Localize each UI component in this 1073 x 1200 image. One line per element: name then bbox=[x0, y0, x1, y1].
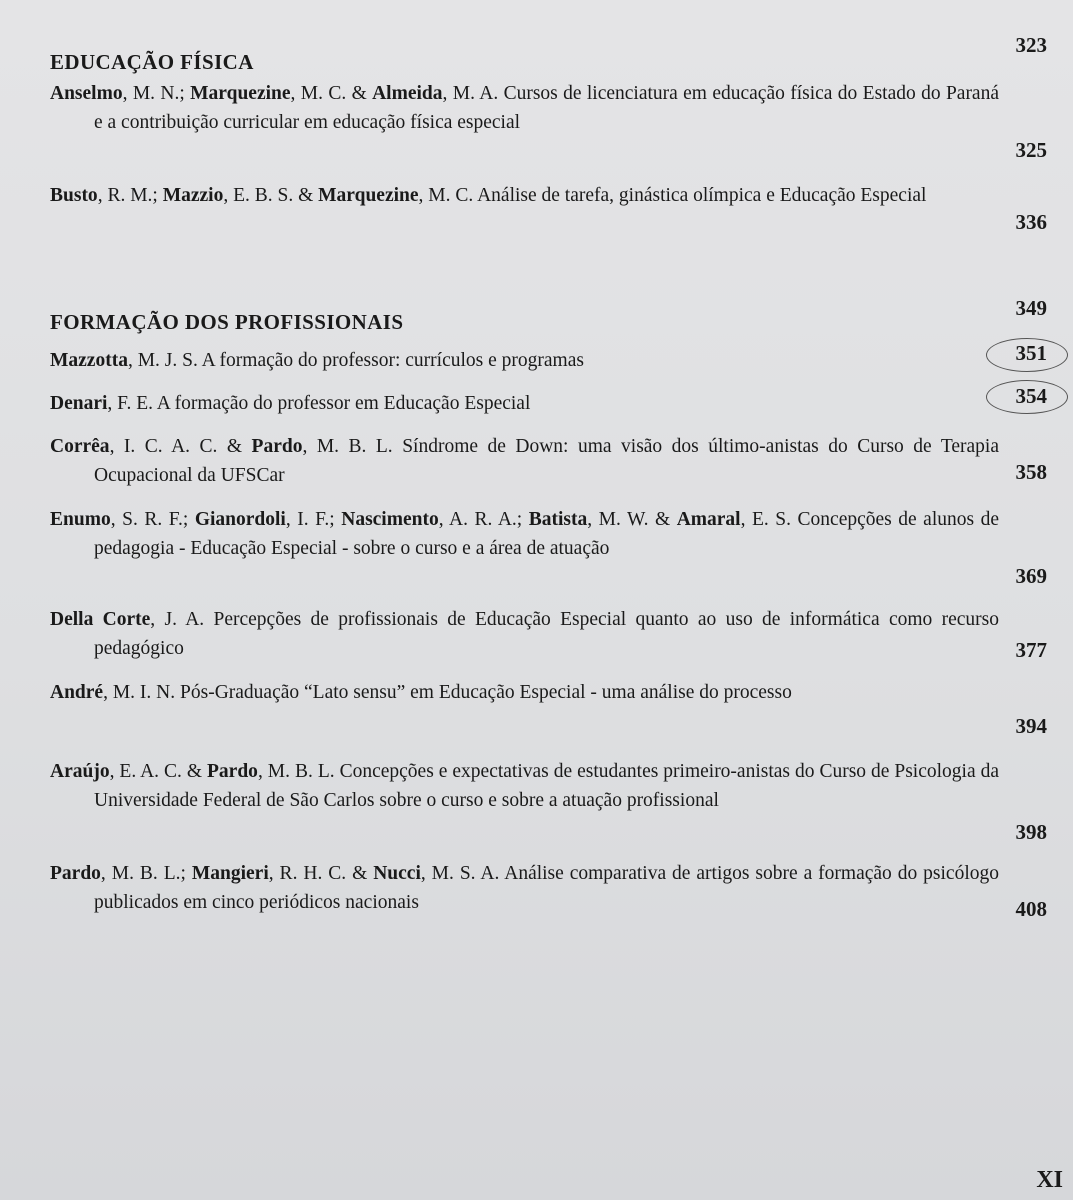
author-name: André bbox=[50, 682, 104, 703]
author-initials: , M. A. bbox=[442, 83, 504, 104]
section-page-number: 323 bbox=[1015, 33, 1047, 57]
author-initials: , M. W. & bbox=[587, 509, 677, 530]
entry-page-number: 325 bbox=[1015, 138, 1047, 162]
author-name: Mangieri bbox=[191, 863, 269, 884]
toc-entry bbox=[50, 80, 999, 137]
entry-page-number: 354 bbox=[1015, 384, 1047, 408]
author-name: Mazzio bbox=[162, 185, 224, 206]
toc-entry bbox=[50, 758, 999, 815]
toc-entry bbox=[50, 679, 999, 708]
entry-page-number: 377 bbox=[1015, 638, 1047, 662]
author-initials: , E. B. S. & bbox=[223, 185, 319, 206]
author-initials: , F. E. bbox=[107, 393, 157, 414]
author-name: Denari bbox=[50, 393, 108, 414]
author-name: Araújo bbox=[50, 761, 110, 782]
author-name: Enumo bbox=[50, 509, 111, 530]
entry-title: Percepções de profissionais de Educação Especial quanto ao uso de informática como recurso pedagógico bbox=[94, 609, 999, 659]
entry-title: Síndrome de Down: uma visão dos último-anistas do Curso de Terapia Ocupacional da UFSCar bbox=[94, 436, 999, 486]
author-initials: , M. S. A. bbox=[420, 863, 505, 884]
toc-entry bbox=[50, 433, 999, 490]
author-name: Nucci bbox=[373, 863, 421, 884]
section-title-formacao-profissionais: FORMAÇÃO DOS PROFISSIONAIS bbox=[50, 310, 404, 334]
author-name: Pardo bbox=[50, 863, 101, 884]
author-initials: , M. B. L.; bbox=[100, 863, 192, 884]
entry-title: Concepções de alunos de pedagogia - Educação Especial - sobre o curso e a área de atuação bbox=[94, 509, 1000, 559]
author-name: Gianordoli bbox=[194, 509, 286, 530]
section-page-number: 349 bbox=[1015, 296, 1047, 320]
entry-page-number: 394 bbox=[1015, 714, 1047, 738]
entry-title: Análise comparativa de artigos sobre a formação do psicólogo publicados em cinco periódicos nacionais bbox=[94, 863, 999, 913]
author-initials: , M. N.; bbox=[122, 83, 191, 104]
entry-title: Pós-Graduação “Lato sensu” em Educação Especial - uma análise do processo bbox=[180, 682, 792, 703]
author-name: Busto bbox=[50, 185, 98, 206]
author-name: Mazzotta bbox=[50, 350, 128, 371]
entry-page-number: 398 bbox=[1015, 820, 1047, 844]
author-initials: , I. C. A. C. & bbox=[109, 436, 252, 457]
author-name: Anselmo bbox=[50, 83, 123, 104]
author-initials: , R. M.; bbox=[97, 185, 163, 206]
author-name: Pardo bbox=[207, 761, 258, 782]
author-name: Pardo bbox=[251, 436, 303, 457]
entry-title: Análise de tarefa, ginástica olímpica e Educação Especial bbox=[477, 185, 927, 206]
toc-entry bbox=[50, 347, 999, 376]
toc-entry bbox=[50, 390, 999, 419]
entry-title: A formação do professor: currículos e programas bbox=[201, 350, 584, 371]
author-name: Nascimento bbox=[341, 509, 439, 530]
author-initials: , I. F.; bbox=[285, 509, 342, 530]
author-initials: , R. H. C. & bbox=[268, 863, 374, 884]
author-initials: , J. A. bbox=[150, 609, 214, 630]
author-name: Marquezine bbox=[190, 83, 291, 104]
toc-entry bbox=[50, 506, 999, 563]
author-initials: , M. J. S. bbox=[127, 350, 202, 371]
entry-title: Cursos de licenciatura em educação física do Estado do Paraná e a contribuição curricular em educação física especial bbox=[94, 83, 999, 133]
entry-title: A formação do professor em Educação Especial bbox=[156, 393, 531, 414]
author-initials: , M. B. L. bbox=[302, 436, 403, 457]
author-initials: , M. C. & bbox=[290, 83, 373, 104]
author-initials: , M. I. N. bbox=[103, 682, 181, 703]
author-name: Della Corte bbox=[50, 609, 151, 630]
author-name: Marquezine bbox=[318, 185, 419, 206]
page-folio: XI bbox=[1036, 1167, 1063, 1193]
author-name: Amaral bbox=[676, 509, 741, 530]
entry-page-number: 336 bbox=[1015, 210, 1047, 234]
author-initials: , S. R. F.; bbox=[110, 509, 195, 530]
entry-page-number: 369 bbox=[1015, 564, 1047, 588]
author-initials: , M. C. bbox=[418, 185, 478, 206]
author-initials: , M. B. L. bbox=[257, 761, 340, 782]
entry-page-number: 358 bbox=[1015, 460, 1047, 484]
entry-page-number: 408 bbox=[1015, 897, 1047, 921]
toc-entry bbox=[50, 182, 999, 211]
author-name: Corrêa bbox=[50, 436, 110, 457]
author-name: Almeida bbox=[372, 83, 443, 104]
entry-page-number: 351 bbox=[1015, 341, 1047, 365]
author-name: Batista bbox=[528, 509, 588, 530]
author-initials: , E. A. C. & bbox=[109, 761, 208, 782]
toc-entry bbox=[50, 606, 999, 663]
author-initials: , A. R. A.; bbox=[438, 509, 529, 530]
entry-title: Concepções e expectativas de estudantes primeiro-anistas do Curso de Psicologia da Universidade Federal de São Carlos sobre o curso e sobre a atuação profissional bbox=[94, 761, 999, 811]
author-initials: , E. S. bbox=[740, 509, 798, 530]
section-title-educacao-fisica: EDUCAÇÃO FÍSICA bbox=[50, 50, 254, 74]
toc-entry bbox=[50, 860, 999, 917]
